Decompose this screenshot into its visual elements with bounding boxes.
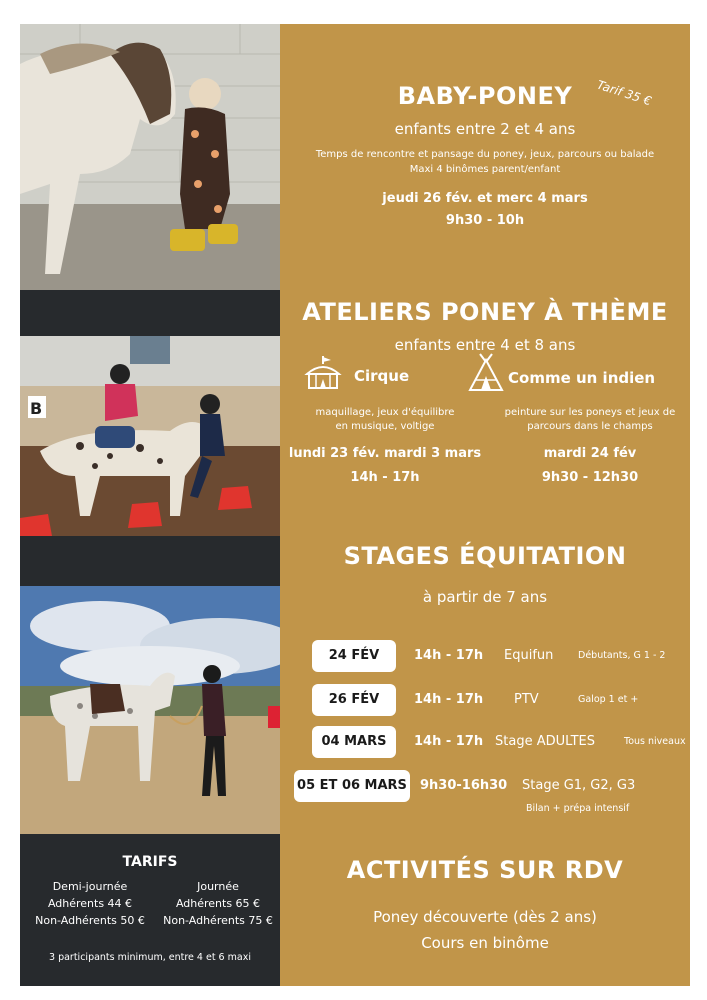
stage-level: Bilan + prépa intensif bbox=[526, 803, 630, 814]
photo-stages bbox=[20, 586, 280, 834]
cirque-desc2: en musique, voltige bbox=[335, 421, 435, 432]
stage-name: Equifun bbox=[504, 648, 554, 663]
baby-poney-time: 9h30 - 10h bbox=[445, 213, 525, 228]
stage-date-pill: 04 MARS bbox=[312, 726, 396, 758]
stage-name: Stage G1, G2, G3 bbox=[522, 778, 636, 793]
stage-name: PTV bbox=[514, 692, 539, 707]
tarifs-note: 3 participants minimum, entre 4 et 6 maxi bbox=[49, 952, 251, 963]
left-column bbox=[20, 24, 280, 986]
cirque-desc1: maquillage, jeux d'équilibre bbox=[315, 407, 455, 418]
teepee-icon bbox=[468, 352, 504, 392]
rdv-line2: Cours en binôme bbox=[421, 934, 549, 952]
journee-adherents: Adhérents 65 € bbox=[175, 897, 261, 910]
baby-poney-desc1: Temps de rencontre et pansage du poney, jeux, parcours ou balade bbox=[315, 149, 655, 160]
baby-poney-dates: jeudi 26 fév. et merc 4 mars bbox=[382, 191, 588, 206]
baby-poney-tarif: Tarif 35 € bbox=[595, 77, 654, 109]
indien-desc2: parcours dans le champs bbox=[527, 421, 653, 432]
stage-date-pill: 24 FÉV bbox=[312, 640, 396, 672]
right-column bbox=[280, 24, 690, 986]
journee-label: Journée bbox=[197, 880, 239, 893]
stage-date-pill: 26 FÉV bbox=[312, 684, 396, 716]
stage-level: Débutants, G 1 - 2 bbox=[578, 650, 666, 661]
rdv-title: ACTIVITÉS SUR RDV bbox=[346, 856, 624, 884]
tarif-demi-journee bbox=[30, 878, 150, 929]
journee-non-adherents: Non-Adhérents 75 € bbox=[163, 914, 273, 927]
stage-level: Galop 1 et + bbox=[578, 694, 639, 705]
photo-baby-poney bbox=[20, 24, 280, 290]
stage-row bbox=[280, 726, 690, 758]
demi-adherents: Adhérents 44 € bbox=[47, 897, 133, 910]
tarif-journee bbox=[158, 878, 278, 929]
stage-name: Stage ADULTES bbox=[495, 734, 595, 749]
cirque-desc bbox=[280, 406, 490, 434]
indien-desc bbox=[490, 406, 690, 434]
tarifs-title: TARIFS bbox=[122, 854, 178, 870]
stage-time: 14h - 17h bbox=[414, 648, 484, 663]
indien-time: 9h30 - 12h30 bbox=[541, 470, 639, 485]
photo-ateliers bbox=[20, 336, 280, 536]
tarifs-box bbox=[20, 834, 280, 986]
circus-tent-icon bbox=[304, 354, 342, 390]
stage-level: Tous niveaux bbox=[624, 736, 686, 747]
stage-row bbox=[280, 684, 690, 716]
stage-row bbox=[280, 770, 690, 802]
indien-desc1: peinture sur les poneys et jeux de bbox=[504, 407, 676, 418]
baby-poney-age: enfants entre 2 et 4 ans bbox=[394, 120, 576, 138]
baby-poney-title: BABY-PONEY bbox=[397, 82, 573, 110]
baby-poney-desc2: Maxi 4 binômes parent/enfant bbox=[409, 164, 561, 175]
stages-age: à partir de 7 ans bbox=[422, 588, 548, 606]
demi-non-adherents: Non-Adhérents 50 € bbox=[35, 914, 145, 927]
svg-text:B: B bbox=[30, 399, 43, 418]
cirque-dates: lundi 23 fév. mardi 3 mars bbox=[288, 446, 482, 461]
stage-time: 14h - 17h bbox=[414, 692, 484, 707]
indien-title: Comme un indien bbox=[508, 369, 656, 387]
rdv-line1: Poney découverte (dès 2 ans) bbox=[373, 908, 597, 926]
ateliers-age: enfants entre 4 et 8 ans bbox=[394, 336, 576, 354]
stage-time: 9h30-16h30 bbox=[420, 778, 508, 793]
ateliers-title: ATELIERS PONEY À THÈME bbox=[302, 298, 668, 326]
stage-date-pill: 05 ET 06 MARS bbox=[294, 770, 410, 802]
demi-label: Demi-journée bbox=[52, 880, 128, 893]
stage-row bbox=[280, 640, 690, 672]
stages-title: STAGES ÉQUITATION bbox=[343, 542, 627, 570]
stage-time: 14h - 17h bbox=[414, 734, 484, 749]
cirque-time: 14h - 17h bbox=[350, 470, 420, 485]
cirque-title: Cirque bbox=[354, 367, 410, 385]
indien-dates: mardi 24 fév bbox=[543, 446, 637, 461]
